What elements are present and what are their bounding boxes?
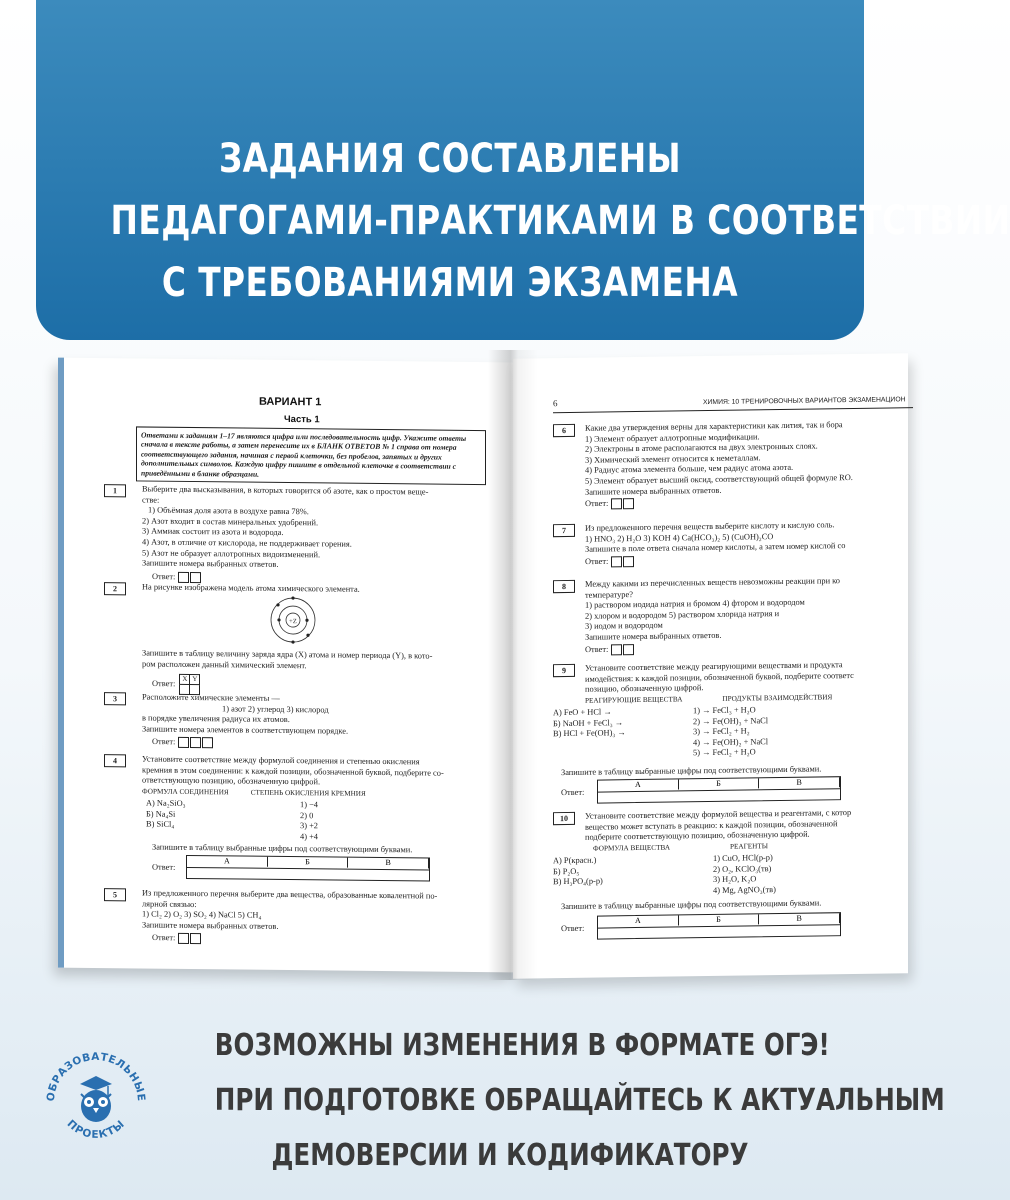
answer-label: Ответ: <box>152 737 176 747</box>
q9-answer-table <box>597 776 841 803</box>
q4-answer-label: Ответ: <box>152 862 176 872</box>
page-number: 6 <box>553 398 558 409</box>
q1-option: 5) Азот не образует аллотропных видоизменений. <box>142 548 321 559</box>
q10-letter: А <box>598 915 679 926</box>
q1-line: стве: <box>142 495 160 505</box>
atom-model-image <box>269 596 317 645</box>
q6-option: 4) Радиус атома элемента больше, чем радиус атома азота. <box>585 463 794 476</box>
q4-right-item: 2) 0 <box>300 810 314 820</box>
q9-right-item: 2) → Fe(OH)₃ + NaCl <box>693 715 769 726</box>
answer-cell <box>623 498 634 509</box>
q9-right-item: 4) → Fe(OH)₂ + NaCl <box>693 736 769 748</box>
q10-right-item: 2) O₂, KClO₃(тв) <box>713 863 772 874</box>
q9-letter: Б <box>679 778 760 789</box>
q10-letter: В <box>759 913 840 924</box>
answer-cell <box>178 737 189 748</box>
q9-left-items <box>553 707 673 740</box>
q4-col-right-header: СТЕПЕНЬ ОКИСЛЕНИЯ КРЕМНИЯ <box>250 788 366 798</box>
headline-line-1: ЗАДАНИЯ СОСТАВЛЕНЫ <box>218 136 682 182</box>
q1-option: 2) Азот входит в состав минеральных удобрений. <box>142 516 319 528</box>
disclaimer-text <box>150 1018 945 1183</box>
q6-option: 1) Элемент образует аллотропные модификации. <box>585 431 760 444</box>
question-2-instruction <box>142 648 492 698</box>
answer-cell <box>611 644 622 655</box>
q4-left-item: В) SiCl₄ <box>146 819 175 830</box>
q8-options: 3) иодом и водородом <box>585 621 663 632</box>
q4-left-item: А) Na₂SiO₃ <box>146 798 186 808</box>
q1-line: Выберите два высказывания, в которых говорится об азоте, как о простом веще- <box>142 484 429 497</box>
q9-letter: А <box>598 779 679 790</box>
q10-col-right-header: РЕАГЕНТЫ <box>730 841 769 851</box>
instruction-box: Ответами к заданиям 1–17 являются цифра или последовательность цифр. Укажите ответы сначала в тексте работы, а затем перенесите их в БЛАНК ОТВЕТОВ № 1 справа от номера соответствующего задания, начиная с первой клеточки, без пробелов, запятых и других дополнительных символов. Каждую цифру пишите в отдельной клеточке в соответствии с приведёнными в бланке образцами. <box>136 426 486 485</box>
q9-answer-row <box>598 788 840 802</box>
disclaimer-line-2: ПРИ ПОДГОТОВКЕ ОБРАЩАЙТЕСЬ К АКТУАЛЬНЫМ <box>214 1083 945 1118</box>
headline-line-3: С ТРЕБОВАНИЯМИ ЭКЗАМЕНА <box>161 260 739 306</box>
q9-left-item: А) FeO + HCl → <box>553 707 612 718</box>
answer-cell <box>190 933 201 944</box>
left-page <box>58 358 514 973</box>
answer-cell <box>178 572 189 583</box>
q4-left-item: Б) Na₄Si <box>146 809 176 819</box>
owl-icon <box>80 1076 112 1122</box>
q1-option: 1) Объёмная доля азота в воздухе равна 78%. <box>148 505 309 517</box>
headline-banner <box>36 0 1010 340</box>
q5-answer <box>142 933 492 948</box>
question-7 <box>585 519 910 567</box>
question-9 <box>585 659 910 706</box>
q6-option: 2) Электроны в атоме располагаются на двух электронных слоях. <box>585 441 818 454</box>
q10-col-left-header: ФОРМУЛА ВЕЩЕСТВА <box>593 843 671 853</box>
q9-line: Установите соответствие между реагирующими веществами и продукта <box>585 660 843 673</box>
question-number-8: 8 <box>553 580 575 593</box>
question-number-4: 4 <box>104 754 126 767</box>
q4-left-items <box>146 799 266 832</box>
question-1 <box>142 484 492 585</box>
question-number-6: 6 <box>553 424 575 437</box>
disclaimer-line-3: ДЕМОВЕРСИИ И КОДИФИКАТОРУ <box>271 1138 749 1173</box>
q5-options: 1) Cl₂ 2) O₂ 3) SO₂ 4) NaCl 5) CH₄ <box>142 909 262 920</box>
q4-letter: А <box>187 856 268 867</box>
answer-label: Ответ: <box>152 571 176 582</box>
q5-line: лярной связью: <box>142 899 197 909</box>
q1-option: 4) Азот, в отличие от кислорода, не поддерживает горения. <box>142 537 352 549</box>
q3-answer <box>142 737 492 752</box>
x-header: X <box>179 674 190 685</box>
answer-cell <box>623 556 634 567</box>
logo-bottom-text: ПРОЕКТЫ <box>64 1117 128 1141</box>
question-number-7: 7 <box>553 524 575 537</box>
q4-line: ответствующую позицию, обозначенную цифрой. <box>142 775 321 787</box>
q4-right-item: 4) +4 <box>300 831 318 842</box>
q7-line: Запишите в поле ответа сначала номер кислоты, а затем номер кислой со <box>585 541 846 554</box>
q10-letter: Б <box>679 914 760 925</box>
q9-right-item: 5) → FeCl₂ + H₂O <box>693 747 756 758</box>
q10-left-item: Б) P₂O₅ <box>553 866 580 876</box>
answer-cell <box>178 933 189 944</box>
answer-label: Ответ: <box>152 679 176 689</box>
question-6 <box>585 419 910 510</box>
q10-answer-label: Ответ: <box>561 923 585 934</box>
headline-line-2: ПЕДАГОГАМИ-ПРАКТИКАМИ В СООТВЕТСТВИИ <box>110 198 1010 244</box>
q4-letter: Б <box>268 857 349 868</box>
q4-line: кремния в этом соединении: к каждой позиции, обозначенной буквой, подберите со- <box>142 765 444 778</box>
question-4 <box>142 754 492 800</box>
answer-cell <box>202 737 213 748</box>
question-8 <box>585 575 910 655</box>
answer-label: Ответ: <box>585 499 609 509</box>
answer-label: Ответ: <box>585 556 609 566</box>
q3-line: Запишите номера элементов в соответствующем порядке. <box>142 724 349 736</box>
q10-right-item: 1) CuO, HCl(р-р) <box>713 853 773 863</box>
q10-line: вещество может вступать в реакцию: к каждой позиции, обозначенной <box>585 818 838 832</box>
q4-right-items <box>300 800 380 843</box>
answer-label: Ответ: <box>152 933 176 943</box>
q9-right-items <box>693 704 843 759</box>
q2-line: Запишите в таблицу величину заряда ядра (X) атома и номер периода (Y), в кото- <box>142 648 433 661</box>
q10-left-items <box>553 855 673 888</box>
disclaimer-line-1: ВОЗМОЖНЫ ИЗМЕНЕНИЯ В ФОРМАТЕ ОГЭ! <box>214 1028 830 1063</box>
question-number-10: 10 <box>553 812 575 825</box>
q10-answer-row <box>598 924 840 938</box>
q9-left-item: В) HCl + Fe(OH)₃ → <box>553 728 626 739</box>
q10-right-items <box>713 852 863 896</box>
question-number-3: 3 <box>104 692 126 705</box>
y-header: Y <box>190 674 200 685</box>
q10-line: подберите соответствующую позицию, обозначенную цифрой. <box>585 829 810 842</box>
answer-cell <box>611 498 622 509</box>
q8-line: Запишите номера выбранных ответов. <box>585 630 722 642</box>
right-page <box>513 353 908 979</box>
question-3 <box>142 692 492 751</box>
answer-cell <box>190 737 201 748</box>
q3-line: в порядке увеличения радиуса их атомов. <box>142 713 290 725</box>
q4-col-left-header: ФОРМУЛА СОЕДИНЕНИЯ <box>142 787 229 797</box>
question-2-text: На рисунке изображена модель атома химического элемента. <box>142 582 360 594</box>
q9-right-item: 1) → FeCl₃ + H₂O <box>693 705 756 716</box>
q9-right-item: 3) → FeCl₂ + H₂ <box>693 726 750 737</box>
q4-answer-table <box>186 855 430 882</box>
q4-right-item: 3) +2 <box>300 821 318 831</box>
q4-letter: В <box>348 858 429 869</box>
open-book-photo <box>58 350 908 990</box>
answer-cell <box>623 644 634 655</box>
q10-left-item: В) H₃PO₄(р-р) <box>553 876 603 887</box>
q4-answer-row <box>187 867 429 881</box>
q10-answer-table <box>597 912 841 939</box>
q2-line: ром расположен данный химический элемент. <box>142 659 307 670</box>
question-5 <box>142 888 492 947</box>
answer-label: Ответ: <box>585 644 609 654</box>
educational-projects-logo <box>36 1040 156 1160</box>
q9-line: имодействия: к каждой позиции, обозначенной буквой, подберите соответс <box>585 670 854 684</box>
q10-line: Установите соответствие между формулой вещества и реагентами, с котор <box>585 808 852 821</box>
q5-line: Запишите номера выбранных ответов. <box>142 920 279 931</box>
q6-line: Запишите номера выбранных ответов. <box>585 485 722 497</box>
part-title: Часть 1 <box>284 413 320 426</box>
question-number-9: 9 <box>553 664 575 677</box>
q5-line: Из предложенного перечня выберите два вещества, образованные ковалентной по- <box>142 888 438 901</box>
question-number-2: 2 <box>104 582 126 595</box>
q8-options: 2) хлором и водородом 5) раствором хлорида натрия и <box>585 608 780 621</box>
answer-cell <box>611 556 622 567</box>
q8-options: 1) раствором иодида натрия и бромом 4) фтором и водородом <box>585 597 805 610</box>
q7-line: Из предложенного перечня веществ выберите кислоту и кислую соль. <box>585 520 835 533</box>
q1-instruction: Запишите номера выбранных ответов. <box>142 558 279 570</box>
answer-cell <box>190 572 201 583</box>
q10-left-item: А) P(красн.) <box>553 855 597 866</box>
q4-right-item: 1) −4 <box>300 800 318 810</box>
nucleus-label: +Z <box>289 618 297 626</box>
question-number-1: 1 <box>104 484 126 497</box>
q3-line: Расположите химические элементы — <box>142 692 280 703</box>
q9-col-right-header: ПРОДУКТЫ ВЗАИМОДЕЙСТВИЯ <box>722 693 833 703</box>
q9-answer-label: Ответ: <box>561 787 585 798</box>
running-head: ХИМИЯ: 10 ТРЕНИРОВОЧНЫХ ВАРИАНТОВ ЭКЗАМЕНАЦИОН <box>703 396 906 407</box>
q9-col-left-header: РЕАГИРУЮЩИЕ ВЕЩЕСТВА <box>585 695 683 705</box>
q3-options: 1) азот 2) углерод 3) кислород <box>222 703 329 715</box>
q6-option: 5) Элемент образует высший оксид, соответствующий общей формуле RO. <box>585 472 853 486</box>
q8-line: Между какими из перечисленных веществ невозможны реакции при ко <box>585 576 840 589</box>
q4-line: Установите соответствие между формулой соединения и степенью окисления <box>142 754 420 767</box>
headline-text <box>36 128 1010 314</box>
logo-top-text: ОБРАЗОВАТЕЛЬНЫЕ <box>44 1050 148 1102</box>
q6-line: Какие два утверждения верны для характеристики как лития, так и бора <box>585 420 843 433</box>
question-10 <box>585 807 910 854</box>
q10-table-note: Запишите в таблицу выбранные цифры под соответствующими буквами. <box>561 898 822 912</box>
q10-right-item: 3) H₂O, K₂O <box>713 874 757 885</box>
q4-table-note: Запишите в таблицу выбранные цифры под соответствующими буквами. <box>152 842 413 855</box>
q1-option: 3) Аммиак состоит из азота и водорода. <box>142 526 284 538</box>
q8-line: температуре? <box>585 589 633 600</box>
q10-right-item: 4) Mg, AgNO₃(тв) <box>713 884 776 895</box>
q9-letter: В <box>759 777 840 788</box>
question-number-5: 5 <box>104 888 126 901</box>
q9-table-note: Запишите в таблицу выбранные цифры под соответствующими буквами. <box>561 764 822 778</box>
q9-line: позицию, обозначенную цифрой. <box>585 683 704 694</box>
q6-option: 3) Химический элемент относится к неметаллам. <box>585 453 761 465</box>
q7-options: 1) HNO₃ 2) H₂O 3) KOH 4) Ca(HCO₃)₂ 5) (CuOH)₂CO <box>585 531 774 544</box>
q9-left-item: Б) NaOH + FeCl₃ → <box>553 717 624 728</box>
variant-title: ВАРИАНТ 1 <box>259 395 322 409</box>
